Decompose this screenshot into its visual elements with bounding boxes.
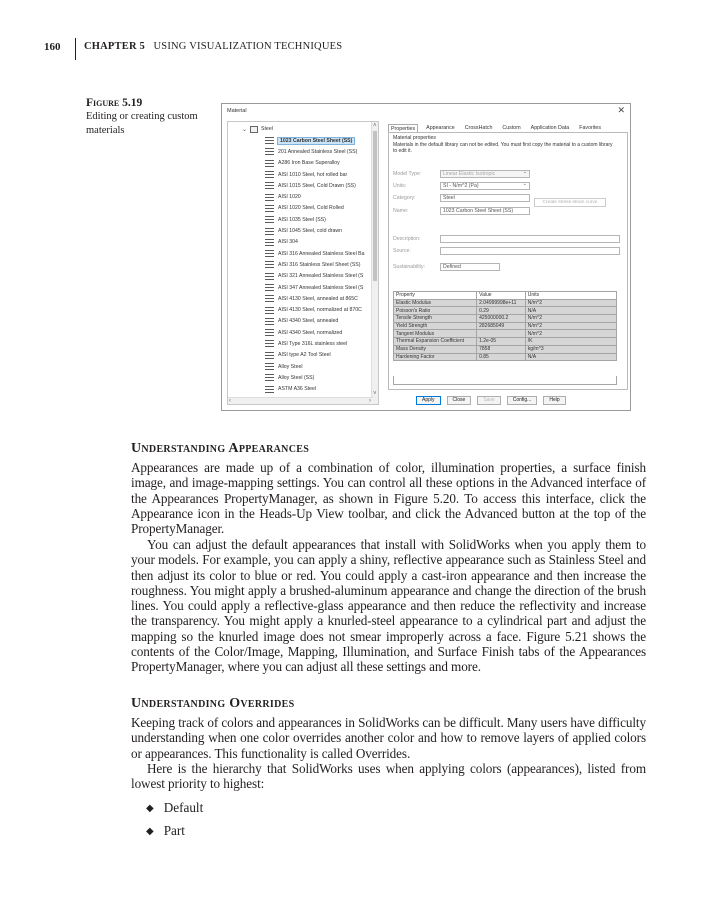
apply-button[interactable]: Apply bbox=[416, 396, 441, 405]
scroll-left-icon[interactable]: ‹ bbox=[229, 398, 231, 404]
cell-property: Tangent Modulus bbox=[394, 330, 477, 338]
chevron-down-icon[interactable]: ⌄ bbox=[242, 126, 248, 133]
material-icon bbox=[265, 386, 274, 393]
table-row[interactable] bbox=[394, 299, 617, 307]
model-type-label: Model Type: bbox=[393, 171, 422, 177]
tree-item[interactable] bbox=[265, 384, 373, 395]
tree-scroll-thumb[interactable] bbox=[373, 131, 377, 281]
cell-property: Thermal Expansion Coefficient bbox=[394, 338, 477, 346]
material-icon bbox=[265, 329, 274, 336]
cell-units: kg/m^3 bbox=[525, 345, 616, 353]
tab-appearance[interactable]: Appearance bbox=[426, 125, 455, 131]
description-label: Description: bbox=[393, 236, 421, 242]
cell-value: 425000000.2 bbox=[477, 315, 526, 323]
material-properties-heading: Material properties bbox=[393, 135, 436, 141]
name-field[interactable]: 1023 Carbon Steel Sheet (SS) bbox=[440, 207, 530, 215]
material-list bbox=[265, 135, 373, 405]
tree-item-label: AISI 1020 bbox=[278, 194, 301, 201]
tree-item[interactable] bbox=[265, 203, 373, 214]
tree-item[interactable] bbox=[265, 146, 373, 157]
name-row bbox=[393, 207, 530, 215]
page-number: 160 bbox=[44, 41, 61, 53]
cell-property: Hardening Factor bbox=[394, 353, 477, 361]
properties-panel bbox=[388, 132, 628, 390]
material-icon bbox=[265, 171, 274, 178]
list-item-label: Default bbox=[163, 800, 204, 815]
sustainability-label: Sustainability: bbox=[393, 264, 426, 270]
column-header-value: Value bbox=[477, 292, 526, 300]
column-header-property: Property bbox=[394, 292, 477, 300]
tree-item[interactable] bbox=[265, 327, 373, 338]
cell-value: 7858 bbox=[477, 345, 526, 353]
tree-item[interactable] bbox=[265, 372, 373, 383]
cell-units: N/m^2 bbox=[525, 299, 616, 307]
scroll-up-icon[interactable]: ˄ bbox=[373, 123, 377, 129]
close-icon[interactable]: ✕ bbox=[617, 105, 625, 115]
tab-crosshatch[interactable]: CrossHatch bbox=[464, 125, 493, 131]
tree-item-label: AISI 1015 Steel, Cold Drawn (SS) bbox=[278, 182, 356, 189]
material-icon bbox=[265, 273, 274, 280]
tree-item[interactable] bbox=[265, 293, 373, 304]
material-icon bbox=[265, 295, 274, 302]
tree-item[interactable] bbox=[265, 237, 373, 248]
paragraph-appearances-2: You can adjust the default appearances that install with SolidWorks when you apply them to your models. For example, you can apply a shiny, reflective appearance such as Stainless Steel and then adjust its color to blue or red. You could apply a cast-iron appearance and then increase the roughness. You might apply a brushed-aluminum appearance and change the direction of the brush lines. You could apply a reflective-glass appearance and then reduce the reflectivity and increase the transparency. You might apply a knurled-steel appearance to a cylindrical part and adjust the mapping so the knurled image does not smear improperly across a face. Figure 5.21 shows the contents of the Color/Image, Mapping, Illumination, and Surface Finish tabs of the Appearances PropertyManager, where you can adjust all these settings and more. bbox=[131, 537, 646, 675]
cell-units: N/A bbox=[525, 353, 616, 361]
chapter-heading bbox=[84, 41, 342, 52]
tree-item[interactable] bbox=[265, 271, 373, 282]
tree-item-label: AISI 1045 Steel, cold drawn bbox=[278, 228, 343, 235]
material-icon bbox=[265, 148, 274, 155]
material-icon bbox=[265, 137, 274, 144]
cell-property: Mass Density bbox=[394, 345, 477, 353]
cell-property: Tensile Strength bbox=[394, 315, 477, 323]
cell-value: 1.2e-05 bbox=[477, 338, 526, 346]
bullet-diamond-icon: ◆ bbox=[146, 802, 154, 814]
material-icon bbox=[265, 182, 274, 189]
tree-item-label: 201 Annealed Stainless Steel (SS) bbox=[278, 148, 358, 155]
header-divider bbox=[75, 38, 76, 60]
tab-properties[interactable]: Properties bbox=[388, 124, 418, 133]
material-icon bbox=[265, 363, 274, 370]
paragraph-appearances-1: Appearances are made up of a combination of color, illumination properties, a surface finish image, and image-mapping settings. You can control all these options in the Advanced interface of the Appearances PropertyManager, as shown in Figure 5.20. To access this interface, click the Appearance icon in the Heads-Up View toolbar, and click the Advanced button at the top of the PropertyManager. bbox=[131, 460, 646, 537]
cell-units: N/m^2 bbox=[525, 330, 616, 338]
material-icon bbox=[265, 205, 274, 212]
list-item bbox=[146, 823, 185, 839]
material-icon bbox=[265, 340, 274, 347]
material-properties-note: Materials in the default library can not be edited. You must first copy the material to a custom library to edit it. bbox=[393, 142, 613, 154]
section-heading-appearances: Understanding Appearances bbox=[131, 441, 310, 456]
category-field[interactable]: Steel bbox=[440, 194, 530, 202]
tree-item[interactable] bbox=[265, 361, 373, 372]
cell-value: 0.85 bbox=[477, 353, 526, 361]
tree-item-label: AISI type A2 Tool Steel bbox=[278, 352, 331, 359]
close-button[interactable]: Close bbox=[447, 396, 472, 405]
help-button[interactable]: Help bbox=[543, 396, 565, 405]
units-row bbox=[393, 182, 530, 190]
cell-units: /K bbox=[525, 338, 616, 346]
cell-units: N/m^2 bbox=[525, 315, 616, 323]
material-icon bbox=[265, 250, 274, 257]
table-row[interactable] bbox=[394, 353, 617, 361]
tree-item-label: AISI 321 Annealed Stainless Steel (S bbox=[278, 273, 364, 280]
material-icon bbox=[265, 284, 274, 291]
column-header-units: Units bbox=[525, 292, 616, 300]
material-icon bbox=[265, 216, 274, 223]
units-select[interactable]: SI - N/m^2 (Pa) ⌄ bbox=[440, 182, 530, 190]
property-table bbox=[393, 291, 617, 361]
tree-item-label: Alloy Steel bbox=[278, 363, 303, 370]
tree-item-label: Alloy Steel (SS) bbox=[278, 374, 315, 381]
material-icon bbox=[265, 352, 274, 359]
model-type-select[interactable]: Linear Elastic Isotropic ⌄ bbox=[440, 170, 530, 178]
sustainability-row bbox=[393, 263, 500, 271]
tree-item-label: 1023 Carbon Steel Sheet (SS) bbox=[280, 137, 353, 144]
tree-item-label: AISI 1035 Steel (SS) bbox=[278, 216, 326, 223]
config-button[interactable]: Config... bbox=[507, 396, 538, 405]
name-label: Name: bbox=[393, 208, 409, 214]
table-row[interactable] bbox=[394, 322, 617, 330]
tree-item[interactable] bbox=[265, 169, 373, 180]
cell-value: 2.04999998e+11 bbox=[477, 299, 526, 307]
tree-item[interactable] bbox=[265, 135, 373, 146]
list-item bbox=[146, 800, 203, 816]
scroll-right-icon[interactable]: › bbox=[369, 398, 371, 404]
material-icon bbox=[265, 261, 274, 268]
paragraph-overrides-1: Keeping track of colors and appearances in SolidWorks can be difficult. Many users have difficulty understanding when one color overrides another color and how to remove layers of applied colors or appearances. This functionality is called Overrides. bbox=[131, 715, 646, 761]
chapter-label: CHAPTER 5 bbox=[84, 41, 146, 52]
table-empty-row bbox=[393, 376, 617, 385]
source-row bbox=[393, 247, 620, 255]
cell-units: N/m^2 bbox=[525, 322, 616, 330]
tree-item-label: AISI Type 316L stainless steel bbox=[278, 340, 348, 347]
tree-item-label: AISI 4340 Steel, normalized bbox=[278, 329, 343, 336]
save-button[interactable]: Save bbox=[477, 396, 500, 405]
category-label: Category: bbox=[393, 195, 416, 201]
tree-item[interactable] bbox=[265, 316, 373, 327]
dialog-button-bar bbox=[416, 396, 566, 405]
material-icon bbox=[265, 374, 274, 381]
tree-root-steel[interactable] bbox=[242, 125, 273, 133]
tree-item[interactable] bbox=[265, 282, 373, 293]
tree-vertical-scrollbar[interactable] bbox=[371, 122, 378, 405]
dialog-title: Material bbox=[227, 108, 247, 114]
material-icon bbox=[265, 307, 274, 314]
table-header-row bbox=[394, 292, 617, 300]
cell-property: Elastic Modulus bbox=[394, 299, 477, 307]
cell-value: 0.29 bbox=[477, 307, 526, 315]
tree-item[interactable] bbox=[265, 304, 373, 315]
material-icon bbox=[265, 239, 274, 246]
table-row[interactable] bbox=[394, 315, 617, 323]
source-label: Source: bbox=[393, 248, 411, 254]
tree-item-label: AISI 4340 Steel, annealed bbox=[278, 318, 339, 325]
paragraph-overrides-2: Here is the hierarchy that SolidWorks uses when applying colors (appearances), listed from lowest priority to highest: bbox=[131, 761, 646, 792]
folder-icon bbox=[250, 126, 258, 133]
chapter-title: USING VISUALIZATION TECHNIQUES bbox=[153, 41, 343, 52]
tree-item-label: A286 Iron Base Superalloy bbox=[278, 160, 340, 167]
tree-item[interactable] bbox=[265, 191, 373, 202]
category-row bbox=[393, 194, 530, 202]
description-row bbox=[393, 235, 620, 243]
tree-item-label: ASTM A36 Steel bbox=[278, 386, 317, 393]
tree-item[interactable] bbox=[265, 248, 373, 259]
running-header bbox=[40, 38, 680, 60]
tree-item[interactable] bbox=[265, 225, 373, 236]
table-row[interactable] bbox=[394, 338, 617, 346]
material-icon bbox=[265, 194, 274, 201]
cell-value bbox=[477, 330, 526, 338]
tree-item[interactable] bbox=[265, 158, 373, 169]
tree-item-label: AISI 4130 Steel, normalized at 870C bbox=[278, 307, 362, 314]
bullet-diamond-icon: ◆ bbox=[146, 825, 154, 837]
figure-number: Figure 5.19 bbox=[86, 97, 143, 109]
cell-value: 282685049 bbox=[477, 322, 526, 330]
create-stress-strain-button[interactable]: Create stress-strain curve bbox=[534, 198, 606, 207]
cell-property: Poisson's Ratio bbox=[394, 307, 477, 315]
tree-item-label: AISI 1020 Steel, Cold Rolled bbox=[278, 205, 344, 212]
tree-item[interactable] bbox=[265, 338, 373, 349]
description-field[interactable] bbox=[440, 235, 620, 243]
tree-item[interactable] bbox=[265, 180, 373, 191]
tree-item-label: AISI 347 Annealed Stainless Steel (S bbox=[278, 284, 364, 291]
model-type-row bbox=[393, 170, 530, 178]
sustainability-field[interactable]: Defined bbox=[440, 263, 500, 271]
tree-item-label: AISI 1010 Steel, hot rolled bar bbox=[278, 171, 348, 178]
table-row[interactable] bbox=[394, 330, 617, 338]
units-label: Units: bbox=[393, 183, 407, 189]
material-icon bbox=[265, 228, 274, 235]
source-field[interactable] bbox=[440, 247, 620, 255]
tab-favorites[interactable]: Favorites bbox=[579, 125, 602, 131]
table-row[interactable] bbox=[394, 345, 617, 353]
tree-item-label: AISI 304 bbox=[278, 239, 298, 246]
material-icon bbox=[265, 318, 274, 325]
material-dialog bbox=[221, 103, 631, 411]
tree-item[interactable] bbox=[265, 259, 373, 270]
tree-item-label: AISI 4130 Steel, annealed at 865C bbox=[278, 295, 358, 302]
figure-caption-text: Editing or creating custom materials bbox=[86, 111, 198, 136]
cell-units: N/A bbox=[525, 307, 616, 315]
tree-item-label: AISI 316 Annealed Stainless Steel Ba bbox=[278, 250, 365, 257]
tab-application-data[interactable]: Application Data bbox=[530, 125, 570, 131]
table-row[interactable] bbox=[394, 307, 617, 315]
scroll-down-icon[interactable]: ˅ bbox=[373, 391, 377, 397]
tree-item-label: AISI 316 Stainless Steel Sheet (SS) bbox=[278, 261, 361, 268]
material-icon bbox=[265, 160, 274, 167]
section-heading-overrides: Understanding Overrides bbox=[131, 696, 295, 711]
tab-custom[interactable]: Custom bbox=[502, 125, 521, 131]
tree-item[interactable] bbox=[265, 350, 373, 361]
figure-caption bbox=[86, 96, 211, 138]
list-item-label: Part bbox=[163, 823, 185, 838]
tree-horizontal-scrollbar[interactable] bbox=[228, 397, 373, 404]
cell-property: Yield Strength bbox=[394, 322, 477, 330]
material-tree bbox=[227, 121, 379, 405]
tree-root-label: Steel bbox=[261, 126, 273, 132]
tree-item[interactable] bbox=[265, 214, 373, 225]
